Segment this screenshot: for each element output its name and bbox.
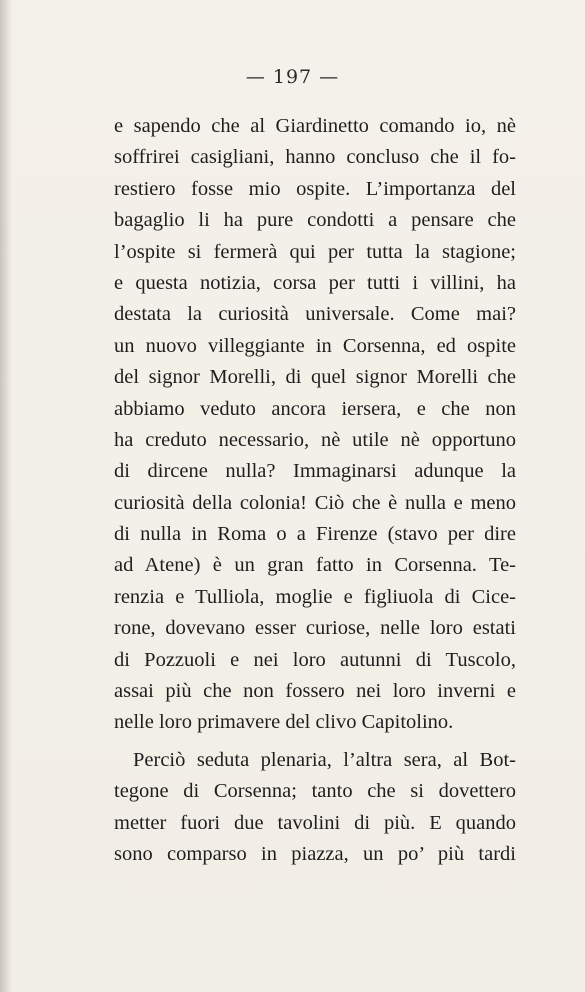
text-line: assai più che non fossero nei loro inverni e [114,680,516,703]
text-line: un nuovo villeggiante in Corsenna, ed ospite [114,334,516,357]
text-line: bagaglio li ha pure condotti a pensare che [114,209,516,232]
text-line: metter fuori due tavolini di più. E quando [114,811,516,834]
text-line: ha creduto necessario, nè utile nè opportuno [114,428,516,451]
paragraph-2 [114,745,516,871]
text-line: sono comparso in piazza, un po’ più tardi [114,842,516,865]
text-line: soffrirei casigliani, hanno concluso che il fo- [114,146,516,169]
text-line: Perciò seduta plenaria, l’altra sera, al Bot- [133,748,516,771]
body-text [114,111,516,870]
text-line: di Pozzuoli e nei loro autunni di Tuscolo, [114,648,516,671]
text-line: rone, dovevano esser curiose, nelle loro estati [114,617,516,640]
text-line: ad Atene) è un gran fatto in Corsenna. Te- [114,554,516,577]
text-line: e questa notizia, corsa per tutti i villini, ha [114,271,516,294]
text-line: renzia e Tulliola, moglie e figliuola di Cice- [114,585,516,608]
text-line: restiero fosse mio ospite. L’importanza del [114,177,516,200]
page-number: — 197 — [245,66,340,88]
text-line: di dircene nulla? Immaginarsi adunque la [114,460,516,483]
text-line: nelle loro primavere del clivo Capitolino. [114,711,454,734]
text-line: destata la curiosità universale. Come mai? [114,303,516,326]
text-line: curiosità della colonia! Ciò che è nulla e meno [114,491,516,514]
text-line: del signor Morelli, di quel signor Morelli che [114,366,516,389]
text-line: tegone di Corsenna; tanto che si dovettero [114,780,516,803]
text-line: di nulla in Roma o a Firenze (stavo per dire [114,523,516,546]
paragraph-1 [114,111,516,739]
text-line: abbiamo veduto ancora iersera, e che non [114,397,516,420]
text-line: l’ospite si fermerà qui per tutta la stagione; [114,240,516,263]
text-line: e sapendo che al Giardinetto comando io, nè [114,115,516,137]
